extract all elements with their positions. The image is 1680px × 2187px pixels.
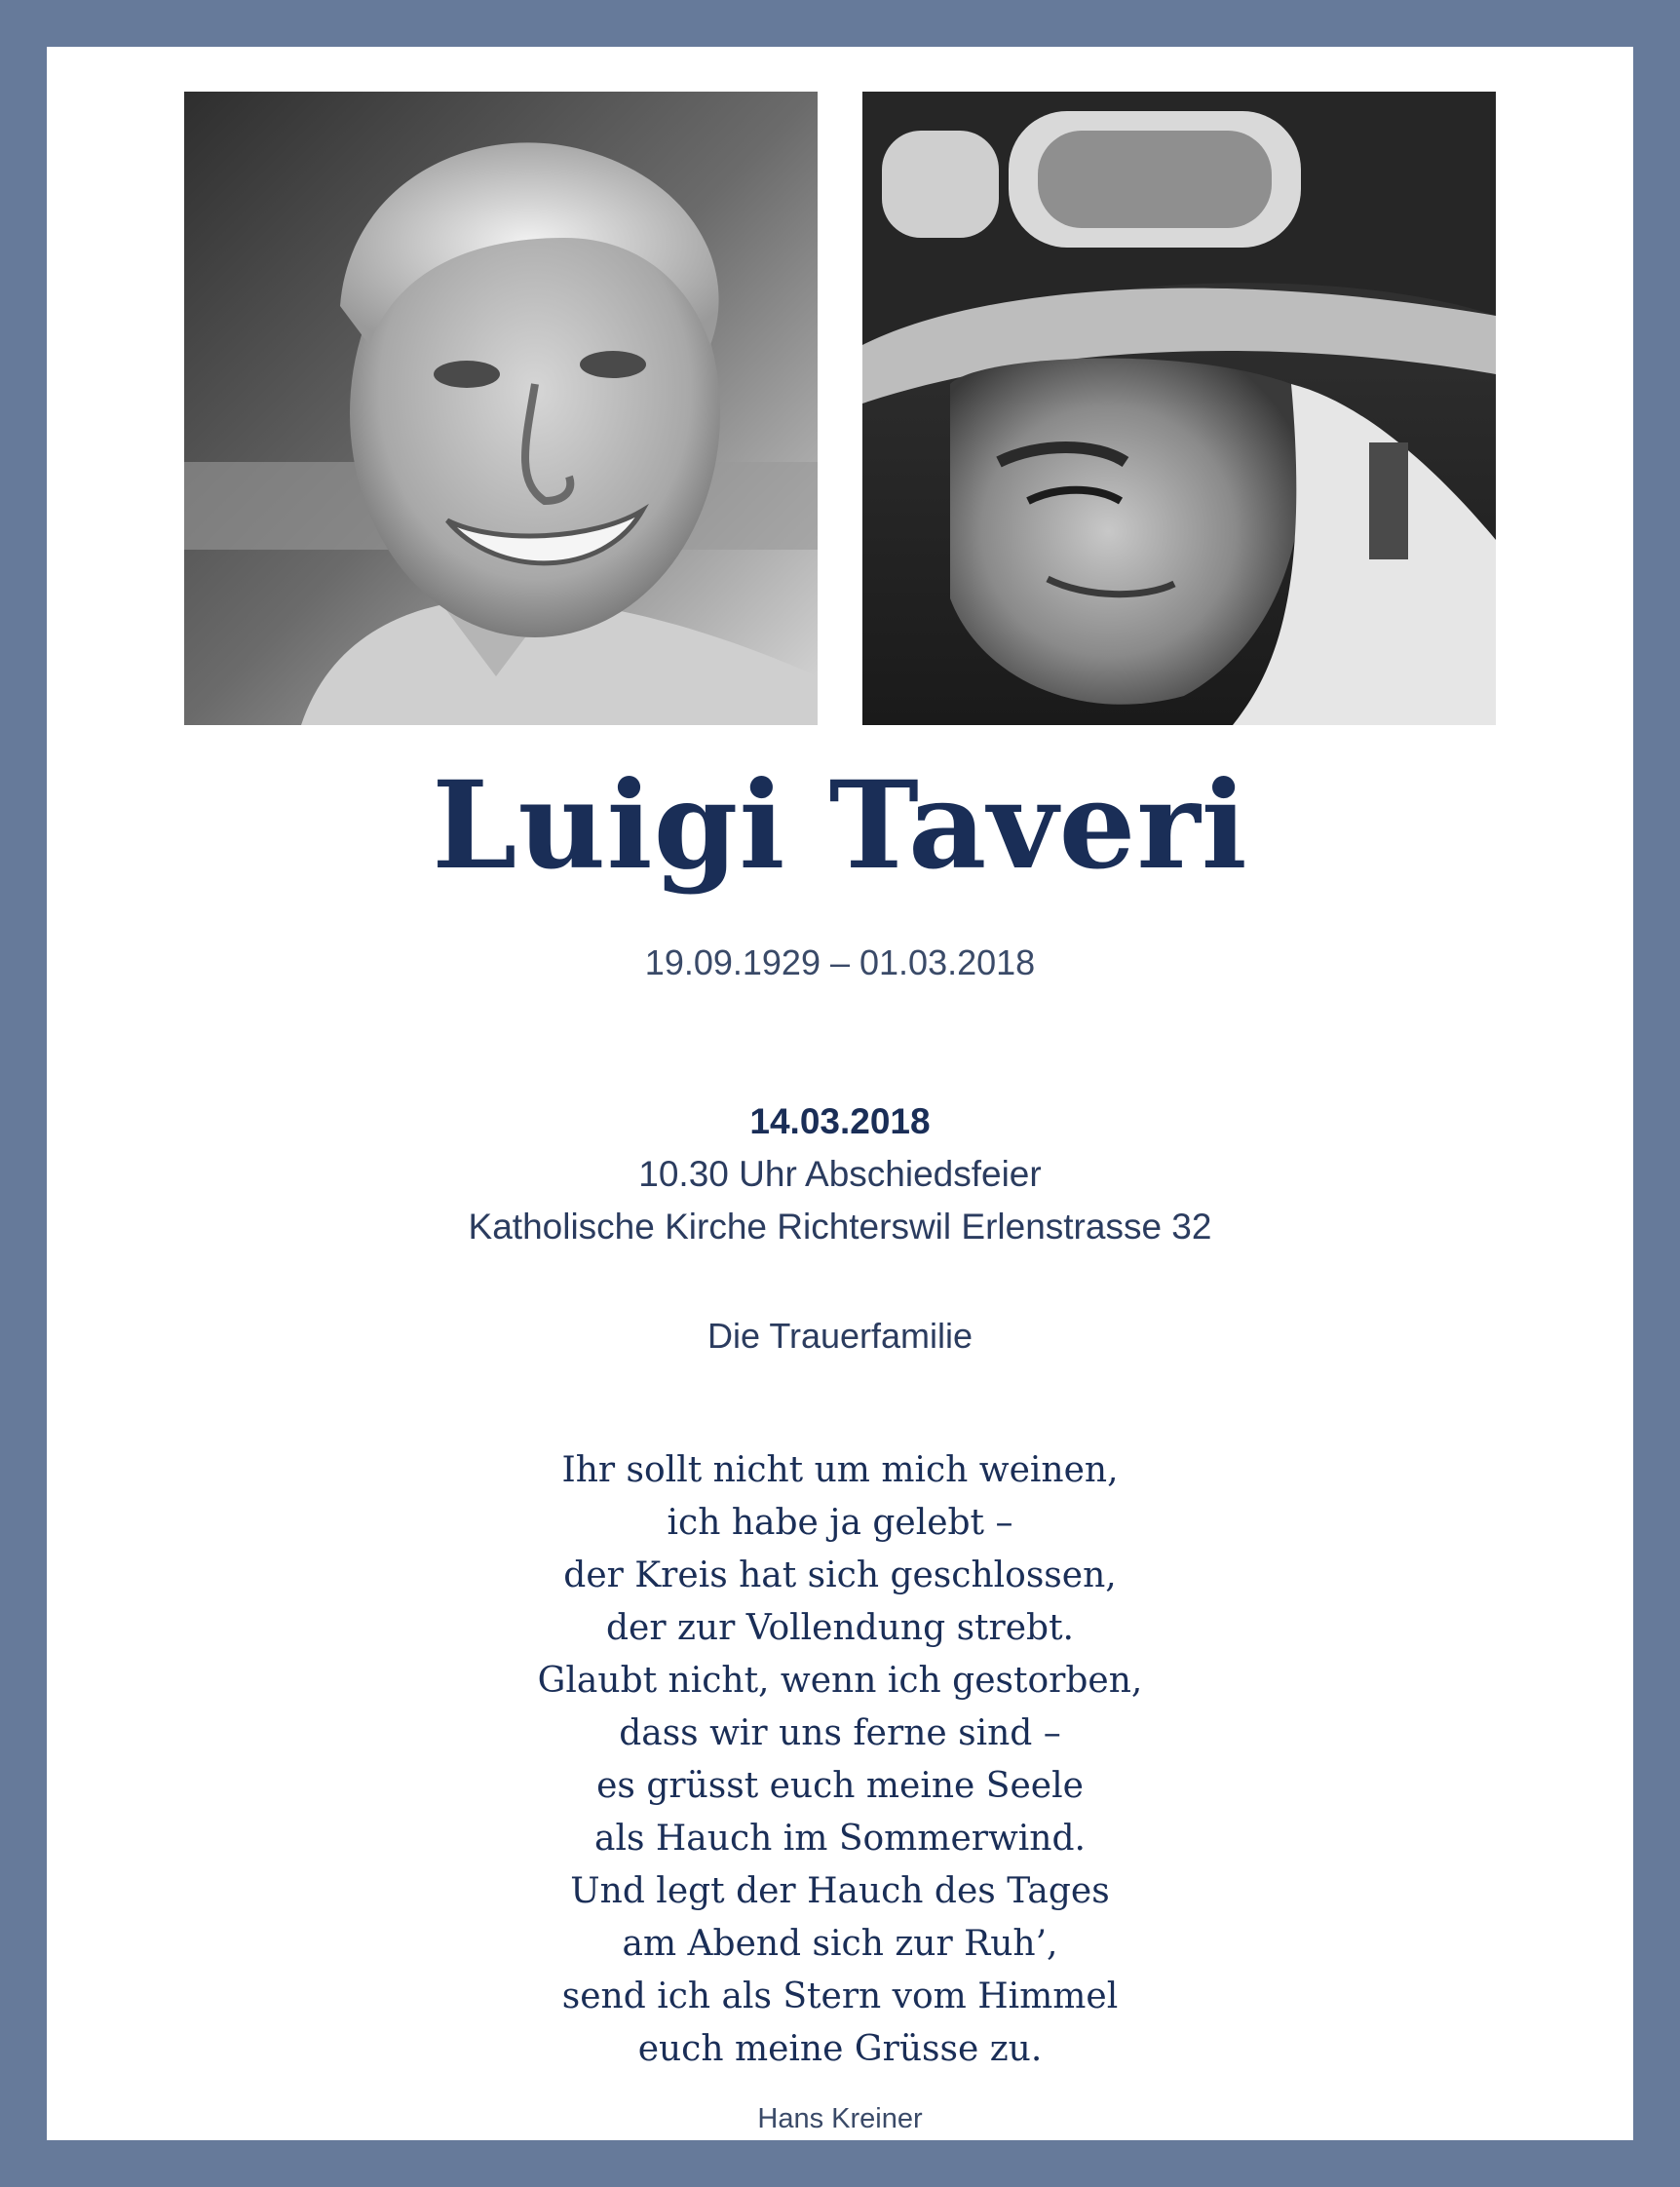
- obituary-card: [47, 47, 1633, 2140]
- poem-line: der zur Vollendung strebt.: [605, 1608, 1074, 1648]
- family-signature: Die Trauerfamilie: [706, 1316, 974, 1356]
- poem-line: euch meine Grüsse zu.: [637, 2029, 1043, 2069]
- poem-line: ich habe ja gelebt –: [667, 1503, 1013, 1543]
- service-date: 14.03.2018: [749, 1101, 931, 1141]
- portrait-photo-elderly: [184, 92, 818, 725]
- poem-line: der Kreis hat sich geschlossen,: [563, 1555, 1117, 1595]
- poem-author: Hans Kreiner: [757, 2103, 923, 2134]
- poem-line: Glaubt nicht, wenn ich gestorben,: [537, 1661, 1143, 1701]
- poem-line: es grüsst euch meine Seele: [596, 1766, 1084, 1806]
- service-time-event: 10.30 Uhr Abschiedsfeier: [638, 1154, 1042, 1194]
- poem-line: Und legt der Hauch des Tages: [570, 1871, 1110, 1911]
- poem: [47, 1444, 1633, 2076]
- service-place: Katholische Kirche Richterswil Erlenstrasse 32: [468, 1207, 1212, 1247]
- poem-line: am Abend sich zur Ruh’,: [622, 1924, 1058, 1964]
- poem-line: Ihr sollt nicht um mich weinen,: [561, 1450, 1119, 1490]
- deceased-name: Luigi Taveri: [432, 755, 1248, 897]
- poem-line: als Hauch im Sommerwind.: [594, 1819, 1086, 1859]
- poem-line: dass wir uns ferne sind –: [619, 1713, 1061, 1753]
- poem-line: send ich als Stern vom Himmel: [561, 1976, 1119, 2016]
- life-dates: 19.09.1929 – 01.03.2018: [644, 942, 1036, 982]
- portrait-photo-racer-goggles: [862, 92, 1496, 725]
